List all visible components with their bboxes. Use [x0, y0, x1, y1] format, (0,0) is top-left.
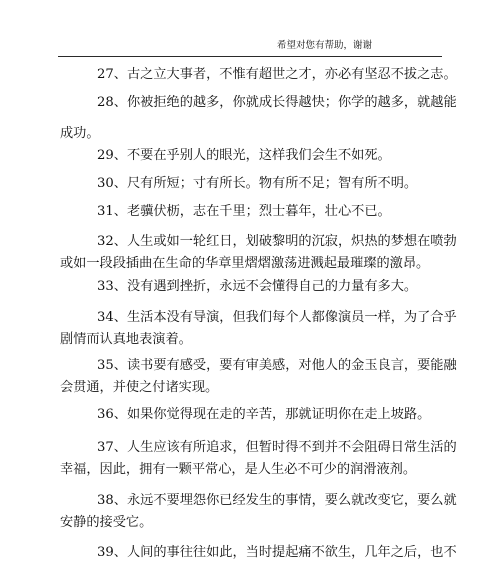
item-line: 35、读书要有感受，要有审美感，对他人的金玉良言，要能融: [97, 358, 457, 373]
item-line: 33、没有遇到挫折，永远不会懂得自己的力量有多大。: [97, 279, 418, 294]
list-item: [60, 92, 457, 145]
item-line: 38、永远不要埋怨你已经发生的事情，要么就改变它，要么就: [97, 493, 457, 508]
item-line-continued: 安静的接受它。: [60, 515, 153, 530]
list-item: [97, 404, 431, 426]
list-item: [97, 201, 404, 223]
item-line: 30、尺有所短；寸有所长。物有所不足；智有所不明。: [97, 176, 418, 191]
item-line-continued: 剧情而认真地表演着。: [60, 332, 192, 347]
item-line-continued: 会贯通，并使之付诸实现。: [60, 380, 219, 395]
list-item: [97, 542, 457, 564]
item-line: 36、如果你觉得现在走的辛苦，那就证明你在走上坡路。: [97, 407, 431, 422]
header-note: 希望对您有帮助，谢谢: [276, 40, 372, 51]
header-divider: [58, 56, 442, 57]
item-line-continued: 幸福，因此，拥有一颗平常心，是人生必不可少的润滑液剂。: [60, 462, 417, 477]
list-item: [60, 307, 457, 351]
item-line: 34、生活本没有导演，但我们每个人都像演员一样，为了合乎: [97, 310, 457, 325]
item-line: 28、你被拒绝的越多，你就成长得越快；你学的越多，就越能: [97, 95, 457, 110]
item-line-continued: 成功。: [60, 126, 100, 141]
item-line: 27、古之立大事者，不惟有超世之才，亦必有坚忍不拔之志。: [97, 67, 457, 82]
item-line: 39、人间的事往往如此，当时提起痛不欲生，几年之后，也不: [97, 545, 457, 560]
item-line-continued: 或如一段段插曲在生命的华章里熠熠激荡进溅起最璀璨的激昂。: [60, 256, 430, 271]
list-item: [97, 145, 404, 167]
item-line: 32、人生或如一轮红日，划破黎明的沉寂，炽热的梦想在喷勃: [97, 234, 457, 249]
item-line: 31、老骥伏枥，志在千里；烈士暮年，壮心不已。: [97, 204, 391, 219]
list-item: [97, 276, 418, 298]
list-item: [60, 437, 457, 481]
list-item: [60, 490, 457, 534]
list-item: [97, 64, 457, 86]
item-line: 29、不要在乎别人的眼光，这样我们会生不如死。: [97, 148, 391, 163]
list-item: [60, 355, 457, 399]
item-line: 37、人生应该有所追求，但暂时得不到并不会阻碍日常生活的: [97, 440, 457, 455]
list-item: [60, 231, 457, 275]
list-item: [97, 173, 418, 195]
